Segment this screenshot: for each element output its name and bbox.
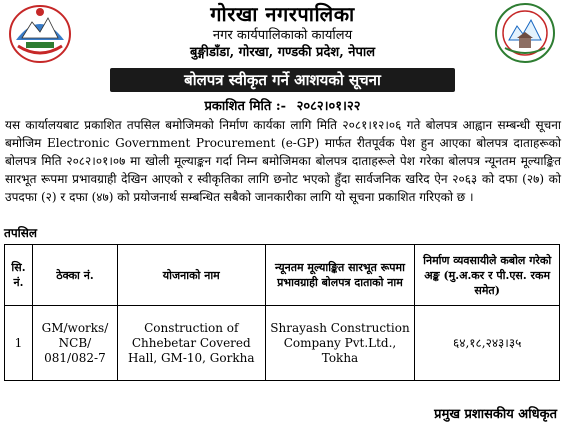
cell-bid-amount: ६४,१८,२४३।३५	[415, 306, 560, 381]
details-label: तपसिल	[4, 226, 38, 240]
published-date-value: २०८२।०१।२२	[296, 99, 361, 114]
header-contract-no: ठेक्का नं.	[32, 245, 117, 306]
header	[0, 0, 565, 66]
cell-contract-no: GM/works/ NCB/ 081/082-7	[32, 306, 117, 381]
published-date	[0, 96, 565, 114]
header-bid-amount: निर्माण व्यवसायीले कबोल गरेको अङ्क (मु.अ.कर र पी.एस. रकम समेत)	[415, 245, 560, 306]
office-address: बुङ्गीडाँडा, गोरखा, गण्डकी प्रदेश, नेपाल	[189, 45, 376, 60]
published-date-label: प्रकाशित मिति :-	[204, 99, 287, 114]
header-project-name: योजनाको नाम	[117, 245, 265, 306]
cell-project-name: Construction of Chhebetar Covered Hall, GM-10, Gorkha	[117, 306, 265, 381]
header-bidder-name: न्यूनतम मूल्याङ्कित सारभूत रूपमा प्रभावग्राही बोलपत्र दाताको नाम	[265, 245, 415, 306]
table-row	[5, 306, 560, 381]
cell-sn: 1	[5, 306, 33, 381]
municipality-logo-icon	[491, 2, 559, 64]
org-name: गोरखा नगरपालिका	[210, 2, 355, 26]
header-sn: सि. नं.	[5, 245, 33, 306]
cell-bidder-name: Shrayash Construction Company Pvt.Ltd., Tokha	[265, 306, 415, 381]
notice-body-text: यस कार्यालयबाट प्रकाशित तपसिल बमोजिमको निर्माण कार्यका लागि मिति २०८१।१२।०६ गते बोलपत्र आह्वान सम्बन्धी सूचना बमोजिम Electronic Government Procurement (e-GP) मार्फत रीतपूर्वक पेश हुन आएका बोलपत्र दाताहरूको बोलपत्र मिति २०८२।०१।०७ मा खोली मूल्याङ्कन गर्दा निम्न बमोजिमका बोलपत्र दाताहरूले पेश गरेका बोलपत्र न्यूनतम मूल्याङ्कित सारभूत रूपमा प्रभावग्राही देखिन आएको र स्वीकृतिका लागि छनोट भएको हुँदा सार्वजनिक खरिद ऐन २०६३ को दफा (२७) को उपदफा (२) र दफा (४७) को प्रयोजनार्थ सम्बन्धित सबैको जानकारीका लागि यो सूचना प्रकाशित गरिएको छ ।	[5, 118, 561, 204]
office-name: नगर कार्यपालिकाको कार्यालय	[212, 28, 353, 43]
nepal-emblem-icon	[6, 2, 74, 64]
table-header-row	[5, 245, 560, 306]
details-table	[4, 244, 560, 381]
signatory-title: प्रमुख प्रशासकीय अधिकृत	[434, 407, 557, 422]
notice-title-banner: बोलपत्र स्वीकृत गर्ने आशयको सूचना	[110, 68, 455, 92]
